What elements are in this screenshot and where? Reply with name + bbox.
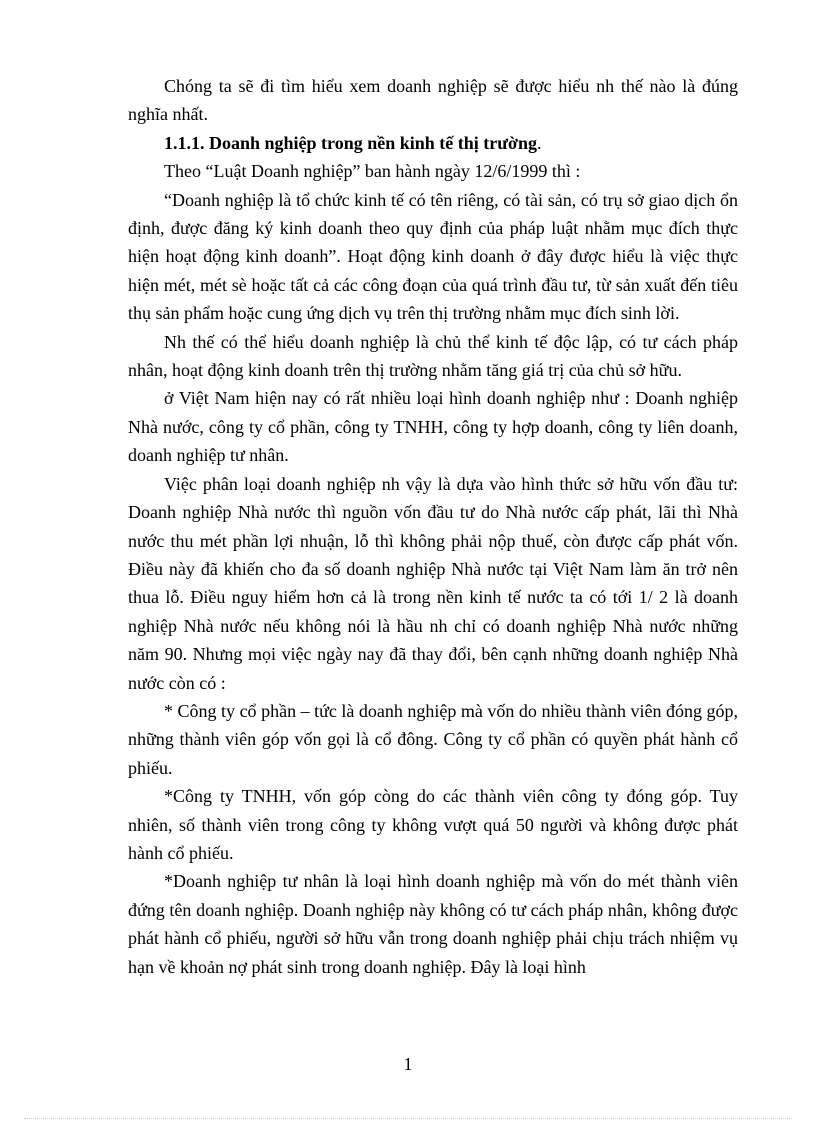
paragraph-intro: Chóng ta sẽ đi tìm hiểu xem doanh nghiệp sẽ được hiểu nh thế nào là đúng nghĩa nhất. [128,76,738,125]
bullet-limited-liability: *Công ty TNHH, vốn góp còng do các thành viên công ty đóng góp. Tuy nhiên, số thành viên trong công ty không vượt quá 50 người và không được phát hành cổ phiếu. [128,786,738,863]
section-heading [128,129,738,157]
paragraph-summary: Nh thế có thể hiểu doanh nghiệp là chủ thể kinh tế độc lập, có tư cách pháp nhân, hoạt động kinh doanh trên thị trường nhằm tăng giá trị của chủ sở hữu. [128,331,738,381]
page-number: 1 [403,1054,413,1074]
paragraph-law-reference: Theo “Luật Doanh nghiệp” ban hành ngày 12/6/1999 thì : [164,161,581,182]
paragraph-classification: Việc phân loại doanh nghiệp nh vậy là dựa vào hình thức sở hữu vốn đầu tư: Doanh nghiệp Nhà nước thì nguồn vốn đầu tư do Nhà nước cấp phát, lãi thì Nhà nước thu mét phần lợi nhuận, lỗ thì không phải nộp thuế, còn được cấp phát vốn. Điều này đã khiến cho đa số doanh nghiệp Nhà nước tại Việt Nam làm ăn trở nên thua lỗ. Điều nguy hiểm hơn cả là trong nền kinh tế nước ta có tới 1/ 2 là doanh nghiệp Nhà nước nếu không nói là hầu nh chỉ có doanh nghiệp Nhà nước những năm 90. Nhưng mọi việc ngày nay đã thay đổi, bên cạnh những doanh nghiệp Nhà nước còn có : [128,473,738,693]
bullet-joint-stock: * Công ty cổ phần – tức là doanh nghiệp mà vốn do nhiều thành viên đóng góp, những thành viên góp vốn gọi là cổ đông. Công ty cổ phần có quyền phát hành cổ phiếu. [128,700,738,778]
paragraph-types: ở Việt Nam hiện nay có rất nhiều loại hình doanh nghiệp như : Doanh nghiệp Nhà nước, công ty cổ phần, công ty TNHH, công ty hợp doanh, công ty liên doanh, doanh nghiệp tư nhân. [128,388,738,466]
paragraph-definition: “Doanh nghiệp là tổ chức kinh tế có tên riêng, có tài sản, có trụ sở giao dịch ổn định, được đăng ký kinh doanh theo quy định của pháp luật nhằm mục đích thực hiện hoạt động kinh doanh”. Hoạt động kinh doanh ở đây được hiểu là việc thực hiện mét, mét sè hoặc tất cả các công đoạn của quá trình đầu tư, từ sản xuất đến tiêu thụ sản phẩm hoặc cung ứng dịch vụ trên thị trường nhằm mục đích sinh lời. [128,189,738,324]
section-heading-suffix: . [537,132,542,153]
bullet-private-enterprise: *Doanh nghiệp tư nhân là loại hình doanh nghiệp mà vốn do mét thành viên đứng tên doanh nghiệp. Doanh nghiệp này không có tư cách pháp nhân, không được phát hành cổ phiếu, người sở hữu vẫn trong doanh nghiệp phải chịu trách nhiệm vụ hạn về khoản nợ phát sinh trong doanh nghiệp. Đây là loại hình [128,871,738,977]
page-bottom-border [24,1118,792,1119]
page-body [128,72,738,981]
section-heading-text: 1.1.1. Doanh nghiệp trong nền kinh tế thị trường [164,132,538,153]
